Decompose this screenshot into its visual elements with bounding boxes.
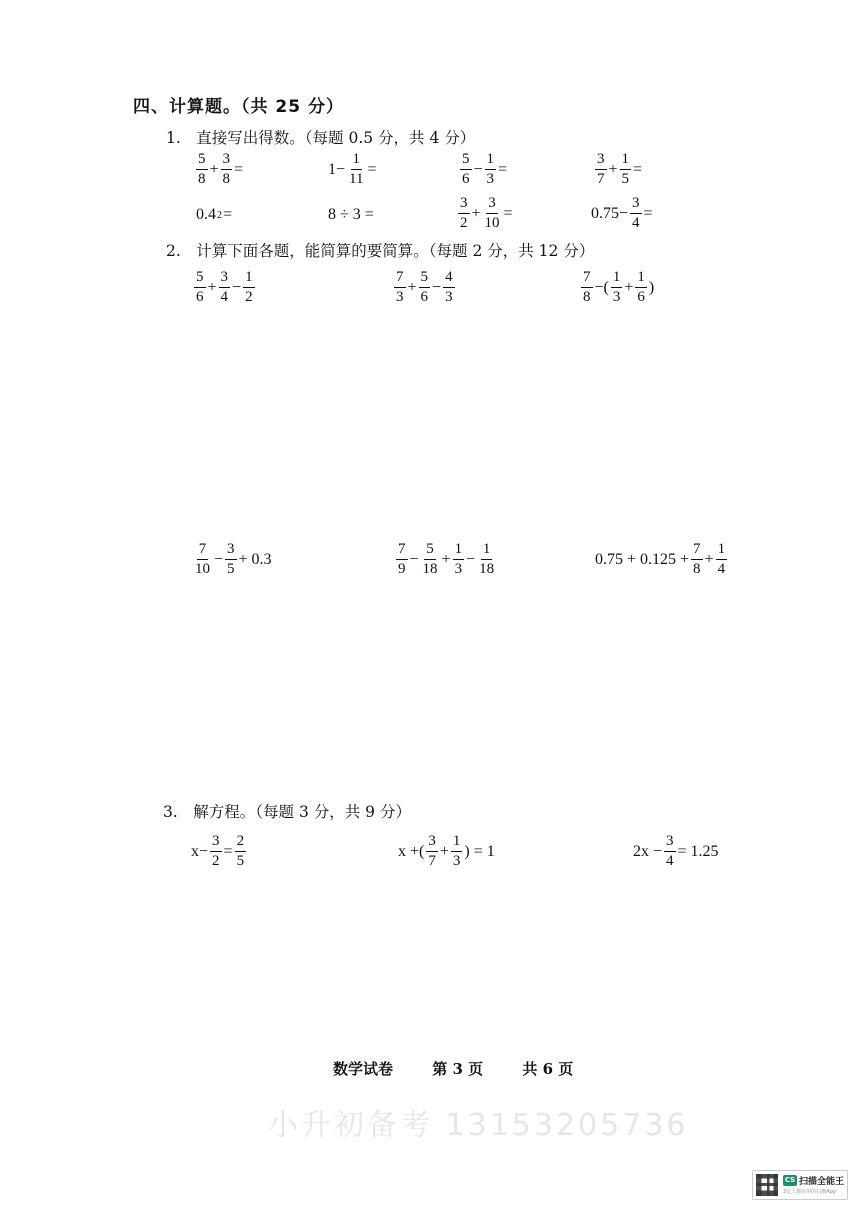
denominator: 11 (349, 171, 364, 187)
denominator: 4 (632, 215, 640, 231)
operator-text: = 1.25 (677, 842, 719, 860)
fraction (458, 196, 470, 231)
operator-text: = (367, 160, 377, 178)
denominator: 5 (227, 561, 235, 577)
denominator: 18 (422, 561, 438, 577)
denominator: 4 (220, 289, 229, 305)
operator-text: + (471, 204, 481, 222)
numerator: 1 (716, 542, 728, 560)
denominator: 2 (245, 289, 253, 305)
operator-text: ) (648, 278, 655, 296)
operator-text: − (232, 278, 242, 296)
q1-item-e (195, 206, 233, 224)
numerator: 7 (394, 270, 406, 288)
fraction (219, 270, 231, 305)
operator-text: ) = 1 (464, 842, 495, 860)
operator-text: −( (594, 278, 609, 296)
denominator: 3 (445, 289, 453, 305)
fraction (221, 152, 233, 187)
operator-text: 1− (328, 160, 346, 178)
operator-text: = (234, 160, 244, 178)
denominator: 6 (462, 171, 470, 187)
denominator: 18 (479, 561, 495, 577)
fraction (620, 152, 632, 187)
denominator: 6 (196, 289, 204, 305)
denominator: 3 (486, 171, 495, 187)
numerator: 5 (196, 152, 208, 170)
operator-text: − (473, 160, 483, 178)
q3-heading: 3. 解方程。（每题 3 分，共 9 分） (163, 803, 411, 821)
fraction (347, 152, 365, 187)
numerator: 3 (630, 196, 642, 214)
q1-heading: 1. 直接写出得数。（每题 0.5 分，共 4 分） (166, 129, 476, 147)
footer-total: 共 6 页 (522, 1060, 574, 1078)
fraction (193, 542, 212, 577)
numerator: 1 (611, 270, 623, 288)
denominator: 3 (454, 561, 463, 577)
q3-item-b (397, 834, 496, 869)
q2-heading: 2. 计算下面各题，能简算的要简算。（每题 2 分，共 12 分） (166, 242, 595, 260)
bleed-through-watermark: 小升初备考 13153205736 (268, 1108, 689, 1143)
denominator: 3 (452, 853, 461, 869)
scanner-app-name: 扫描全能王 (799, 1177, 845, 1187)
operator-text: x− (191, 842, 209, 860)
numerator: 3 (210, 834, 222, 852)
fraction (210, 834, 222, 869)
scanner-badge (752, 1170, 848, 1200)
numerator: 3 (458, 196, 470, 214)
denominator: 5 (236, 853, 245, 869)
fraction (581, 270, 593, 305)
operator-text: + (207, 278, 217, 296)
q3-item-c (632, 834, 720, 869)
numerator: 7 (197, 542, 209, 560)
section-title: 四、计算题。（共 25 分） (133, 97, 344, 117)
denominator: 7 (597, 171, 605, 187)
footer-subject: 数学试卷 (333, 1060, 394, 1078)
denominator: 2 (212, 853, 220, 869)
fraction (635, 270, 647, 305)
q1-item-c (459, 152, 508, 187)
fraction (421, 542, 440, 577)
q2-item-c (580, 270, 655, 305)
operator-text: = (643, 204, 653, 222)
q2-item-f (594, 542, 728, 577)
numerator: 4 (443, 270, 455, 288)
fraction (483, 196, 502, 231)
denominator: 7 (428, 853, 436, 869)
numerator: 7 (396, 542, 408, 560)
fraction (460, 152, 472, 187)
qr-code-icon (756, 1174, 778, 1196)
operator-text: + (439, 842, 449, 860)
operator-text: 0.75 + 0.125 + (595, 550, 690, 568)
fraction (394, 270, 406, 305)
numerator: 3 (221, 152, 233, 170)
fraction (443, 270, 455, 305)
operator-text: = (223, 842, 233, 860)
fraction (419, 270, 431, 305)
denominator: 8 (198, 171, 206, 187)
numerator: 1 (243, 270, 255, 288)
numerator: 1 (485, 152, 497, 170)
denominator: 10 (484, 215, 500, 231)
operator-text: 0.4 (196, 206, 216, 223)
denominator: 8 (693, 561, 701, 577)
fraction (664, 834, 676, 869)
denominator: 4 (666, 853, 674, 869)
fraction (235, 834, 247, 869)
denominator: 5 (621, 171, 630, 187)
operator-text: 2x − (633, 842, 663, 860)
q1-item-f (327, 206, 375, 224)
numerator: 1 (351, 152, 363, 170)
numerator: 3 (219, 270, 231, 288)
numerator: 7 (581, 270, 593, 288)
q1-item-a (195, 152, 244, 187)
footer-page: 第 3 页 (432, 1060, 484, 1078)
denominator: 4 (717, 561, 726, 577)
scanner-tagline: 3亿人都在用的扫描App (783, 1189, 836, 1195)
numerator: 5 (419, 270, 431, 288)
operator-text: 8 ÷ 3 = (328, 206, 374, 223)
fraction (485, 152, 497, 187)
denominator: 8 (583, 289, 591, 305)
denominator: 9 (398, 561, 406, 577)
fraction (426, 834, 438, 869)
fraction (630, 196, 642, 231)
fraction (396, 542, 408, 577)
denominator: 3 (396, 289, 404, 305)
operator-text: = (633, 160, 643, 178)
fraction (243, 270, 255, 305)
numerator: 1 (620, 152, 632, 170)
numerator: 3 (426, 834, 438, 852)
fraction (451, 834, 463, 869)
operator-text: x +( (398, 842, 425, 860)
page-footer (333, 1058, 573, 1079)
fraction (691, 542, 703, 577)
numerator: 1 (481, 542, 493, 560)
operator-text: = (498, 160, 508, 178)
denominator: 2 (460, 215, 468, 231)
numerator: 7 (691, 542, 703, 560)
q1-item-g (457, 196, 514, 231)
q2-item-d (192, 542, 273, 577)
operator-text: = (223, 206, 233, 223)
fraction (225, 542, 237, 577)
numerator: 1 (451, 834, 463, 852)
operator-text: 0.75− (591, 204, 629, 222)
numerator: 3 (664, 834, 676, 852)
numerator: 2 (235, 834, 247, 852)
q1-item-h (590, 196, 654, 231)
fraction (477, 542, 496, 577)
cs-logo-icon: CS (784, 1176, 796, 1184)
q1-item-b (327, 152, 378, 187)
q2-item-a (193, 270, 256, 305)
operator-text: + (209, 160, 219, 178)
operator-text: − (432, 278, 442, 296)
operator-text: + (704, 550, 714, 568)
q2-item-e (395, 542, 497, 577)
denominator: 10 (195, 561, 210, 577)
exponent: 2 (217, 209, 222, 221)
q1-item-d (594, 152, 643, 187)
numerator: 3 (595, 152, 607, 170)
fraction (194, 270, 206, 305)
fraction (716, 542, 728, 577)
operator-text: + (624, 278, 634, 296)
operator-text: + (407, 278, 417, 296)
fraction (453, 542, 465, 577)
numerator: 3 (486, 196, 498, 214)
denominator: 8 (222, 171, 231, 187)
numerator: 3 (225, 542, 237, 560)
numerator: 1 (635, 270, 647, 288)
numerator: 5 (194, 270, 206, 288)
denominator: 6 (637, 289, 645, 305)
denominator: 6 (420, 289, 429, 305)
numerator: 1 (453, 542, 465, 560)
operator-text: = (503, 204, 513, 222)
operator-text: + (608, 160, 618, 178)
fraction (196, 152, 208, 187)
numerator: 5 (424, 542, 436, 560)
denominator: 3 (612, 289, 621, 305)
numerator: 5 (460, 152, 472, 170)
q2-item-b (393, 270, 456, 305)
fraction (611, 270, 623, 305)
operator-text: + 0.3 (238, 550, 272, 568)
operator-text: − (466, 550, 476, 568)
operator-text: + (441, 550, 451, 568)
operator-text: − (409, 550, 419, 568)
fraction (595, 152, 607, 187)
operator-text: − (214, 550, 224, 568)
q3-item-a (190, 834, 247, 869)
